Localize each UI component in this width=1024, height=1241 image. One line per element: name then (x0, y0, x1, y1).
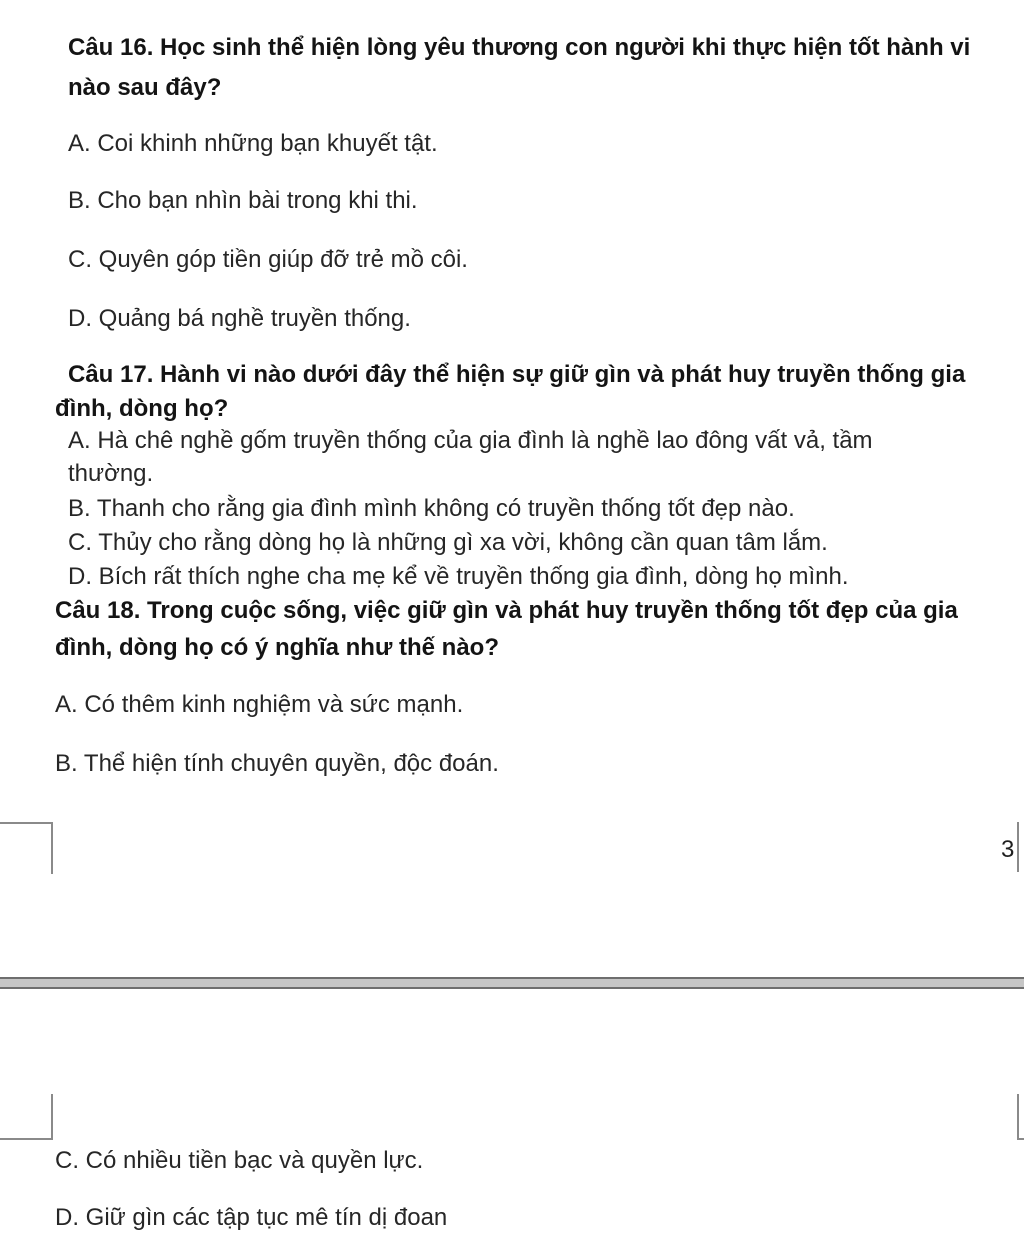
question-18-option-c: C. Có nhiều tiền bạc và quyền lực. (55, 1147, 424, 1174)
question-17-option-b: B. Thanh cho rằng gia đình mình không có truyền thống tốt đẹp nào. (68, 495, 795, 522)
question-18-option-a: A. Có thêm kinh nghiệm và sức mạnh. (55, 691, 464, 718)
question-16-option-c: C. Quyên góp tiền giúp đỡ trẻ mồ côi. (68, 246, 468, 273)
question-17-option-d: D. Bích rất thích nghe cha mẹ kể về truyền thống gia đình, dòng họ mình. (68, 563, 849, 590)
question-16-stem-line-1: Câu 16. Học sinh thể hiện lòng yêu thương con người khi thực hiện tốt hành vi (68, 34, 971, 61)
question-18-option-b: B. Thể hiện tính chuyên quyền, độc đoán. (55, 750, 499, 777)
crop-mark-top-right (1017, 1094, 1024, 1140)
question-18-option-d: D. Giữ gìn các tập tục mê tín dị đoan (55, 1204, 448, 1231)
question-17-option-a-line-1: A. Hà chê nghề gốm truyền thống của gia đình là nghề lao đông vất vả, tầm (68, 427, 873, 454)
crop-mark-top-left (0, 1094, 53, 1140)
question-17-stem-line-2: đình, dòng họ? (55, 395, 229, 422)
question-16-stem-line-2: nào sau đây? (68, 74, 222, 101)
question-16-option-b: B. Cho bạn nhìn bài trong khi thi. (68, 187, 418, 214)
crop-mark-bottom-right (1017, 822, 1024, 872)
question-18-stem-line-2: đình, dòng họ có ý nghĩa như thế nào? (55, 634, 499, 661)
page-number: 3 (1001, 836, 1015, 863)
page-separator (0, 977, 1024, 989)
question-18-stem-line-1: Câu 18. Trong cuộc sống, việc giữ gìn và phát huy truyền thống tốt đẹp của gia (55, 597, 958, 624)
crop-mark-bottom-left (0, 822, 53, 874)
question-16-option-a: A. Coi khinh những bạn khuyết tật. (68, 130, 438, 157)
question-16-option-d: D. Quảng bá nghề truyền thống. (68, 305, 411, 332)
question-17-option-a-line-2: thường. (68, 460, 154, 487)
question-17-option-c: C. Thủy cho rằng dòng họ là những gì xa vời, không cần quan tâm lắm. (68, 529, 828, 556)
question-17-stem-line-1: Câu 17. Hành vi nào dưới đây thể hiện sự giữ gìn và phát huy truyền thống gia (68, 361, 966, 388)
